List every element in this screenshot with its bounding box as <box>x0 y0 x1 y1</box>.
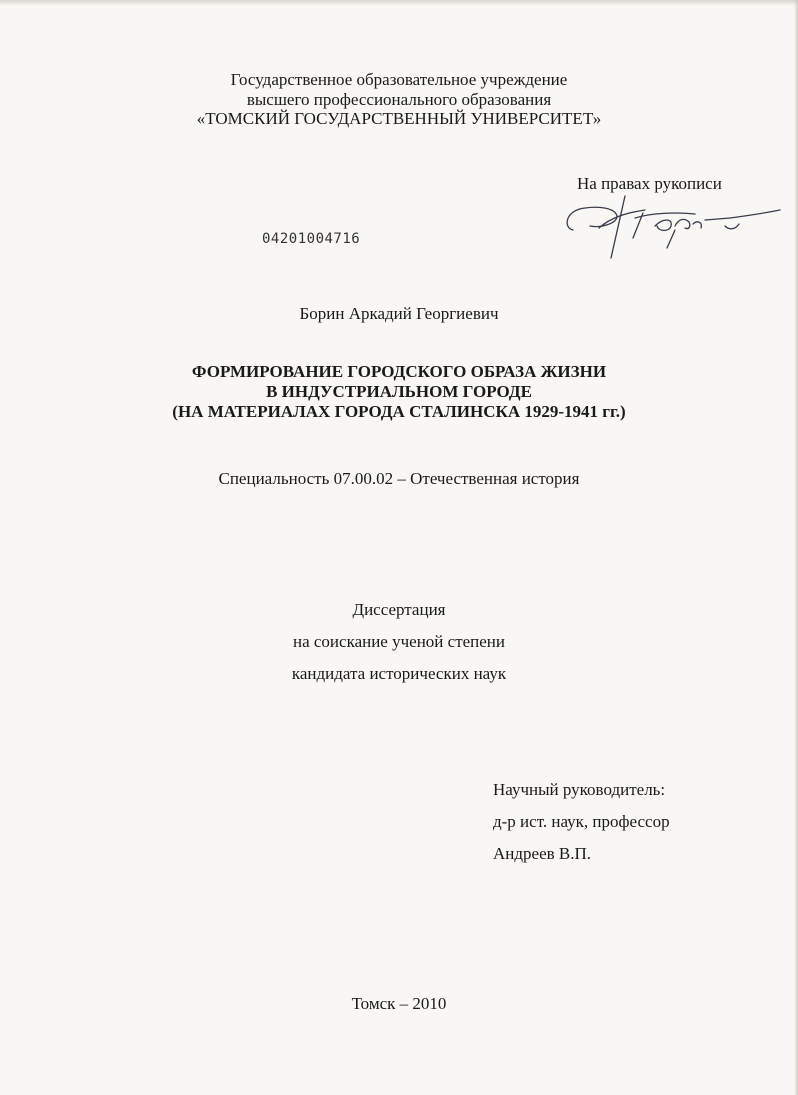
scan-edge-top <box>0 0 798 6</box>
institution-line-2: высшего профессионального образования <box>246 89 552 109</box>
title-line-2: В ИНДУСТРИАЛЬНОМ ГОРОДЕ <box>266 382 532 401</box>
inventory-stamp: 04201004716 <box>262 231 361 247</box>
degree-line-1: Диссертация <box>352 600 446 619</box>
handwritten-signature <box>555 188 785 268</box>
title-line-3: (НА МАТЕРИАЛАХ ГОРОДА СТАЛИНСКА 1929-1941 гг.) <box>172 402 626 421</box>
advisor-name: Андреев В.П. <box>493 844 592 863</box>
manuscript-note: На правах рукописи <box>577 174 722 193</box>
advisor-block <box>493 774 670 870</box>
specialty: Специальность 07.00.02 – Отечественная история <box>218 469 580 488</box>
advisor-label: Научный руководитель: <box>493 780 666 799</box>
scan-edge-right <box>794 0 798 1095</box>
degree-line-3: кандидата исторических наук <box>291 664 507 683</box>
institution-line-1: Государственное образовательное учреждение <box>230 70 568 89</box>
title-line-1: ФОРМИРОВАНИЕ ГОРОДСКОГО ОБРАЗА ЖИЗНИ <box>191 362 607 381</box>
advisor-rank: д-р ист. наук, профессор <box>493 812 670 831</box>
city-year: Томск – 2010 <box>351 994 447 1013</box>
degree-line-2: на соискание ученой степени <box>292 632 506 651</box>
author-name: Борин Аркадий Георгиевич <box>299 304 499 323</box>
dissertation-title <box>0 362 798 422</box>
degree-block <box>0 594 798 690</box>
institution-line-3: «ТОМСКИЙ ГОСУДАРСТВЕННЫЙ УНИВЕРСИТЕТ» <box>196 109 602 128</box>
institution-block <box>0 70 798 129</box>
